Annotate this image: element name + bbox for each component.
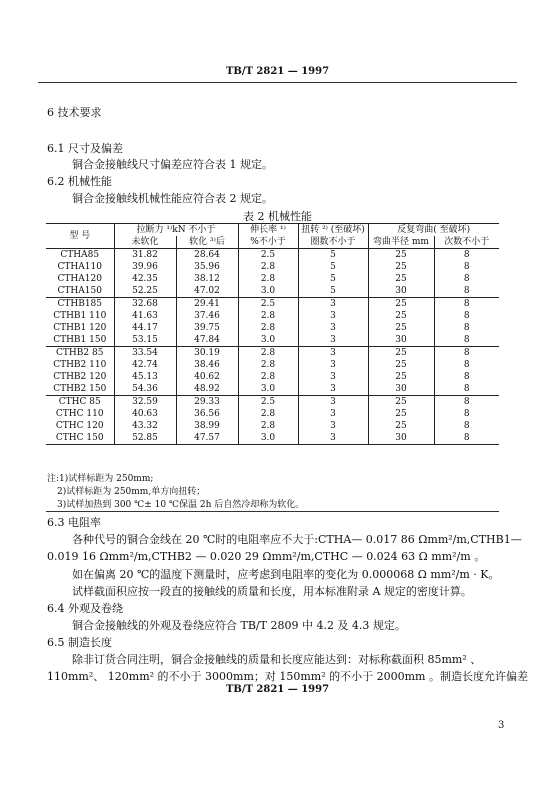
model-cell: CTHB2 120 xyxy=(53,372,107,382)
table-note-3: 3)试样加热到 300 ℃± 10 ℃保温 2h 后自然冷却称为软化。 xyxy=(57,500,305,510)
value-cell: 25 xyxy=(368,347,434,360)
footer-standard-number: TB/T 2821 — 1997 xyxy=(225,684,330,695)
model-cell: CTHB185 xyxy=(57,299,103,309)
section-6-5-heading: 6.5 制造长度 xyxy=(47,636,112,649)
model-cell: CTHB1 150 xyxy=(53,335,107,345)
header-breaking-force: 拉断力 ¹⁾kN 不小于 xyxy=(114,224,238,237)
value-cell: 2.8 xyxy=(238,347,298,360)
table-row xyxy=(46,261,499,273)
value-cell: 25 xyxy=(368,359,434,371)
header-standard-number: TB/T 2821 — 1997 xyxy=(225,66,330,77)
value-cell: 25 xyxy=(368,371,434,383)
value-cell: 40.63 xyxy=(114,408,176,420)
value-cell: 3.0 xyxy=(238,334,298,347)
header-bending: 反复弯曲( 至破坏) xyxy=(368,224,499,237)
header-bend-count: 次数不小于 xyxy=(434,236,499,249)
model-cell: CTHA150 xyxy=(57,286,102,296)
value-cell: 5 xyxy=(298,261,368,273)
table-row xyxy=(46,273,499,285)
header-bend-radius: 弯曲半径 mm xyxy=(368,236,434,249)
value-cell: 30 xyxy=(368,334,434,347)
table-row xyxy=(46,322,499,334)
model-cell: CTHA120 xyxy=(57,274,102,284)
model-cell: CTHA110 xyxy=(57,262,102,272)
table-row xyxy=(46,408,499,420)
value-cell: 40.62 xyxy=(176,371,238,383)
value-cell: 2.8 xyxy=(238,273,298,285)
value-cell: 8 xyxy=(434,359,499,371)
value-cell: 43.32 xyxy=(114,420,176,432)
value-cell: 8 xyxy=(434,298,499,311)
value-cell: 33.54 xyxy=(114,347,176,360)
value-cell: 29.33 xyxy=(176,396,238,409)
value-cell: 5 xyxy=(298,273,368,285)
value-cell: 3 xyxy=(298,347,368,360)
value-cell: 47.84 xyxy=(176,334,238,347)
value-cell: 25 xyxy=(368,310,434,322)
section-6-3-para-2: 如在偏离 20 ℃的温度下测量时，应考虑到电阻率的变化为 0.000068 Ω mm²/m · K。 xyxy=(72,568,500,581)
table-2-caption: 表 2 机械性能 xyxy=(243,210,312,223)
value-cell: 8 xyxy=(434,261,499,273)
value-cell: 8 xyxy=(434,249,499,262)
value-cell: 5 xyxy=(298,285,368,298)
value-cell: 31.82 xyxy=(114,249,176,262)
section-6-3-para-1b: 0.019 16 Ωmm²/m,CTHB2 — 0.020 29 Ωmm²/m,CTHC — 0.024 63 Ω mm²/m 。 xyxy=(47,550,486,563)
header-torsion-unit: 圈数不小于 xyxy=(298,236,368,249)
table-row xyxy=(46,334,499,347)
value-cell: 8 xyxy=(434,322,499,334)
table-row xyxy=(46,432,499,445)
value-cell: 2.5 xyxy=(238,396,298,409)
value-cell: 3.0 xyxy=(238,383,298,396)
value-cell: 42.74 xyxy=(114,359,176,371)
value-cell: 47.02 xyxy=(176,285,238,298)
value-cell: 2.8 xyxy=(238,420,298,432)
page-number: 3 xyxy=(498,720,505,731)
value-cell: 3 xyxy=(298,408,368,420)
section-6-4-text: 铜合金接触线的外观及卷绕应符合 TB/T 2809 中 4.2 及 4.3 规定。 xyxy=(72,619,406,632)
value-cell: 8 xyxy=(434,273,499,285)
value-cell: 25 xyxy=(368,298,434,311)
value-cell: 2.5 xyxy=(238,249,298,262)
value-cell: 38.46 xyxy=(176,359,238,371)
value-cell: 52.25 xyxy=(114,285,176,298)
value-cell: 5 xyxy=(298,249,368,262)
value-cell: 3.0 xyxy=(238,432,298,445)
table-note-2: 2)试样标距为 250mm,单方向扭转； xyxy=(57,487,206,497)
value-cell: 35.96 xyxy=(176,261,238,273)
model-cell: CTHB1 110 xyxy=(53,311,107,321)
value-cell: 30.19 xyxy=(176,347,238,360)
value-cell: 25 xyxy=(368,420,434,432)
value-cell: 25 xyxy=(368,408,434,420)
value-cell: 8 xyxy=(434,432,499,445)
table-bottom-rule xyxy=(46,511,499,512)
value-cell: 3 xyxy=(298,383,368,396)
value-cell: 28.64 xyxy=(176,249,238,262)
value-cell: 25 xyxy=(368,273,434,285)
value-cell: 38.99 xyxy=(176,420,238,432)
value-cell: 47.57 xyxy=(176,432,238,445)
value-cell: 36.56 xyxy=(176,408,238,420)
section-6-5-para-1a: 除非订货合同注明，铜合金接触线的质量和长度应能达到：对标称截面积 85mm² 、 xyxy=(72,653,482,666)
value-cell: 3 xyxy=(298,432,368,445)
value-cell: 25 xyxy=(368,322,434,334)
value-cell: 3 xyxy=(298,396,368,409)
value-cell: 3 xyxy=(298,298,368,311)
value-cell: 39.96 xyxy=(114,261,176,273)
value-cell: 8 xyxy=(434,310,499,322)
value-cell: 25 xyxy=(368,261,434,273)
value-cell: 8 xyxy=(434,347,499,360)
header-model: 型 号 xyxy=(46,224,114,249)
value-cell: 37.46 xyxy=(176,310,238,322)
value-cell: 32.68 xyxy=(114,298,176,311)
section-6-3-heading: 6.3 电阻率 xyxy=(47,516,101,529)
value-cell: 39.75 xyxy=(176,322,238,334)
value-cell: 3 xyxy=(298,310,368,322)
value-cell: 2.8 xyxy=(238,261,298,273)
value-cell: 3 xyxy=(298,371,368,383)
table-row xyxy=(46,371,499,383)
table-row xyxy=(46,298,499,311)
mechanical-properties-table xyxy=(46,223,499,481)
model-cell: CTHA85 xyxy=(60,250,100,260)
value-cell: 48.92 xyxy=(176,383,238,396)
value-cell: 29.41 xyxy=(176,298,238,311)
section-6-heading: 6 技术要求 xyxy=(47,106,102,119)
value-cell: 2.8 xyxy=(238,310,298,322)
section-6-2-heading: 6.2 机械性能 xyxy=(47,175,112,188)
value-cell: 8 xyxy=(434,420,499,432)
section-6-1-heading: 6.1 尺寸及偏差 xyxy=(47,142,123,155)
value-cell: 42.35 xyxy=(114,273,176,285)
value-cell: 8 xyxy=(434,396,499,409)
model-cell: CTHC 110 xyxy=(55,409,104,419)
value-cell: 30 xyxy=(368,285,434,298)
table-row xyxy=(46,285,499,298)
table-row xyxy=(46,310,499,322)
value-cell: 30 xyxy=(368,432,434,445)
value-cell: 2.8 xyxy=(238,408,298,420)
model-cell: CTHB2 85 xyxy=(56,348,104,358)
section-6-1-text: 铜合金接触线尺寸偏差应符合表 1 规定。 xyxy=(72,158,273,171)
value-cell: 45.13 xyxy=(114,371,176,383)
model-cell: CTHC 85 xyxy=(58,397,101,407)
header-elongation: 伸长率 ¹⁾ xyxy=(238,224,298,237)
header-elongation-unit: %不小于 xyxy=(238,236,298,249)
header-rule xyxy=(38,82,517,83)
table-row xyxy=(46,383,499,396)
value-cell: 3.0 xyxy=(238,285,298,298)
section-6-3-para-1a: 各种代号的铜合金线在 20 ℃时的电阻率应不大于:CTHA— 0.017 86 Ωmm²/m,CTHB1— xyxy=(72,533,522,546)
value-cell: 53.15 xyxy=(114,334,176,347)
value-cell: 8 xyxy=(434,383,499,396)
value-cell: 2.8 xyxy=(238,322,298,334)
value-cell: 30 xyxy=(368,383,434,396)
value-cell: 52.85 xyxy=(114,432,176,445)
section-6-3-para-3: 试样截面积应按一段直的接触线的质量和长度，用本标准附录 A 规定的密度计算。 xyxy=(72,585,472,598)
table-note-1: 注:1)试样标距为 250mm; xyxy=(47,474,154,484)
value-cell: 8 xyxy=(434,334,499,347)
section-6-4-heading: 6.4 外观及卷绕 xyxy=(47,602,123,615)
value-cell: 41.63 xyxy=(114,310,176,322)
table-row xyxy=(46,359,499,371)
value-cell: 2.8 xyxy=(238,359,298,371)
table-row xyxy=(46,420,499,432)
value-cell: 3 xyxy=(298,359,368,371)
value-cell: 3 xyxy=(298,322,368,334)
value-cell: 2.8 xyxy=(238,371,298,383)
value-cell: 8 xyxy=(434,285,499,298)
value-cell: 25 xyxy=(368,396,434,409)
value-cell: 3 xyxy=(298,334,368,347)
value-cell: 32.59 xyxy=(114,396,176,409)
value-cell: 2.5 xyxy=(238,298,298,311)
model-cell: CTHB2 110 xyxy=(53,360,107,370)
value-cell: 8 xyxy=(434,408,499,420)
value-cell: 44.17 xyxy=(114,322,176,334)
value-cell: 54.36 xyxy=(114,383,176,396)
value-cell: 38.12 xyxy=(176,273,238,285)
value-cell: 8 xyxy=(434,371,499,383)
table-row xyxy=(46,347,499,360)
header-annealed: 未软化 xyxy=(114,236,176,249)
model-cell: CTHC 150 xyxy=(55,433,104,443)
table-row xyxy=(46,396,499,409)
value-cell: 3 xyxy=(298,420,368,432)
model-cell: CTHB1 120 xyxy=(53,323,107,333)
model-cell: CTHB2 150 xyxy=(53,384,107,394)
table-row xyxy=(46,249,499,262)
section-6-2-text: 铜合金接触线机械性能应符合表 2 规定。 xyxy=(72,192,273,205)
header-softened: 软化 ³⁾后 xyxy=(176,236,238,249)
model-cell: CTHC 120 xyxy=(55,421,104,431)
section-6-5-para-1b: 110mm²、 120mm² 的不小于 3000mm；对 150mm² 的不小于 2000mm 。制造长度允许偏差 xyxy=(47,670,528,683)
header-torsion: 扭转 ²⁾ (至破坏) xyxy=(298,224,368,237)
value-cell: 25 xyxy=(368,249,434,262)
